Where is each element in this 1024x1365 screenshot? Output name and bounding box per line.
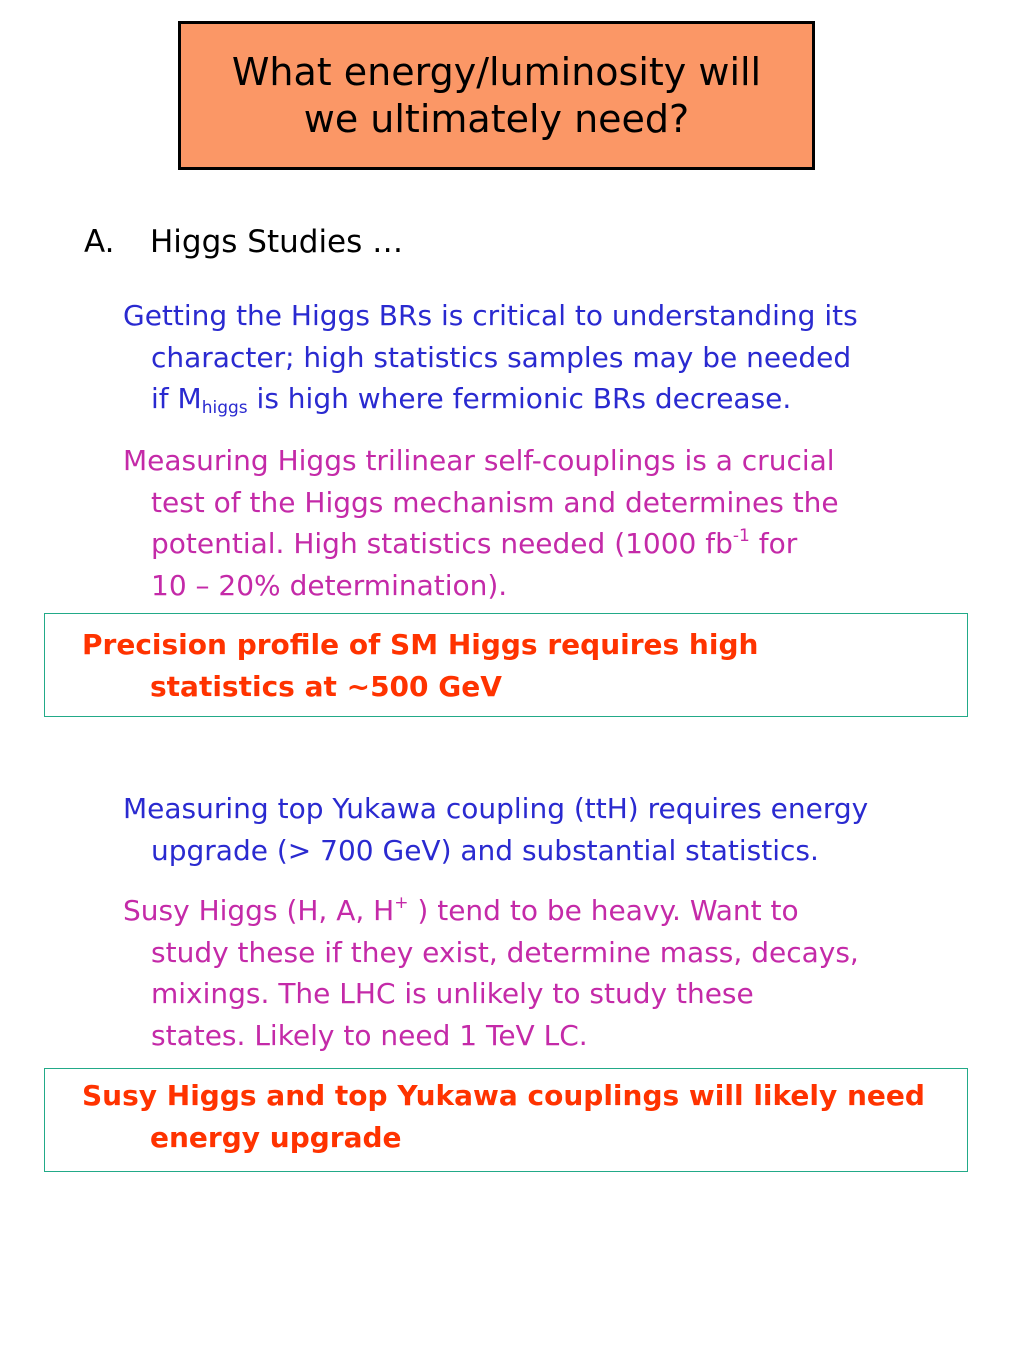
para-line xyxy=(123,523,839,565)
paragraph-top-yukawa xyxy=(123,788,868,871)
para-line: character; high statistics samples may be needed xyxy=(151,340,852,374)
para-line: 10 – 20% determination). xyxy=(151,568,508,602)
callout-text-precision xyxy=(82,624,758,707)
section-marker: A. xyxy=(84,224,115,260)
superscript-plus: + xyxy=(394,893,409,913)
para-text: if M xyxy=(151,382,202,415)
para-text: potential. High statistics needed (1000 fb xyxy=(151,527,733,560)
paragraph-trilinear-couplings xyxy=(123,440,839,606)
para-text: for xyxy=(749,527,798,560)
para-line: Getting the Higgs BRs is critical to understanding its xyxy=(123,299,858,332)
para-line xyxy=(123,378,858,420)
para-line: states. Likely to need 1 TeV LC. xyxy=(151,1018,588,1052)
para-text: ) tend to be heavy. Want to xyxy=(408,894,799,927)
para-line xyxy=(123,890,859,932)
subscript-higgs: higgs xyxy=(201,398,248,418)
para-line: Measuring top Yukawa coupling (ttH) requires energy xyxy=(123,792,869,825)
callout-line: statistics at ~500 GeV xyxy=(150,669,502,703)
paragraph-higgs-brs xyxy=(123,295,858,420)
section-heading xyxy=(84,224,403,260)
para-text: is high where fermionic BRs decrease. xyxy=(247,382,792,415)
para-line: mixings. The LHC is unlikely to study these xyxy=(151,977,754,1010)
para-text: Susy Higgs (H, A, H xyxy=(123,894,395,927)
para-line: Measuring Higgs trilinear self-couplings is a crucial xyxy=(123,444,835,477)
section-heading-text: Higgs Studies … xyxy=(150,224,404,260)
callout-line: Susy Higgs and top Yukawa couplings will likely need xyxy=(82,1079,925,1112)
superscript-minus-one: -1 xyxy=(732,526,750,546)
callout-text-energy-upgrade xyxy=(82,1075,925,1158)
slide-title-line-2: we ultimately need? xyxy=(303,96,690,141)
paragraph-susy-higgs xyxy=(123,890,859,1056)
para-line: upgrade (> 700 GeV) and substantial statistics. xyxy=(151,833,819,867)
slide-title-box xyxy=(178,21,815,170)
slide-title-line-1: What energy/luminosity will xyxy=(231,49,762,94)
callout-line: energy upgrade xyxy=(150,1120,402,1154)
callout-line: Precision profile of SM Higgs requires high xyxy=(82,628,759,661)
para-line: study these if they exist, determine mass, decays, xyxy=(151,935,859,969)
para-line: test of the Higgs mechanism and determines the xyxy=(151,485,839,519)
